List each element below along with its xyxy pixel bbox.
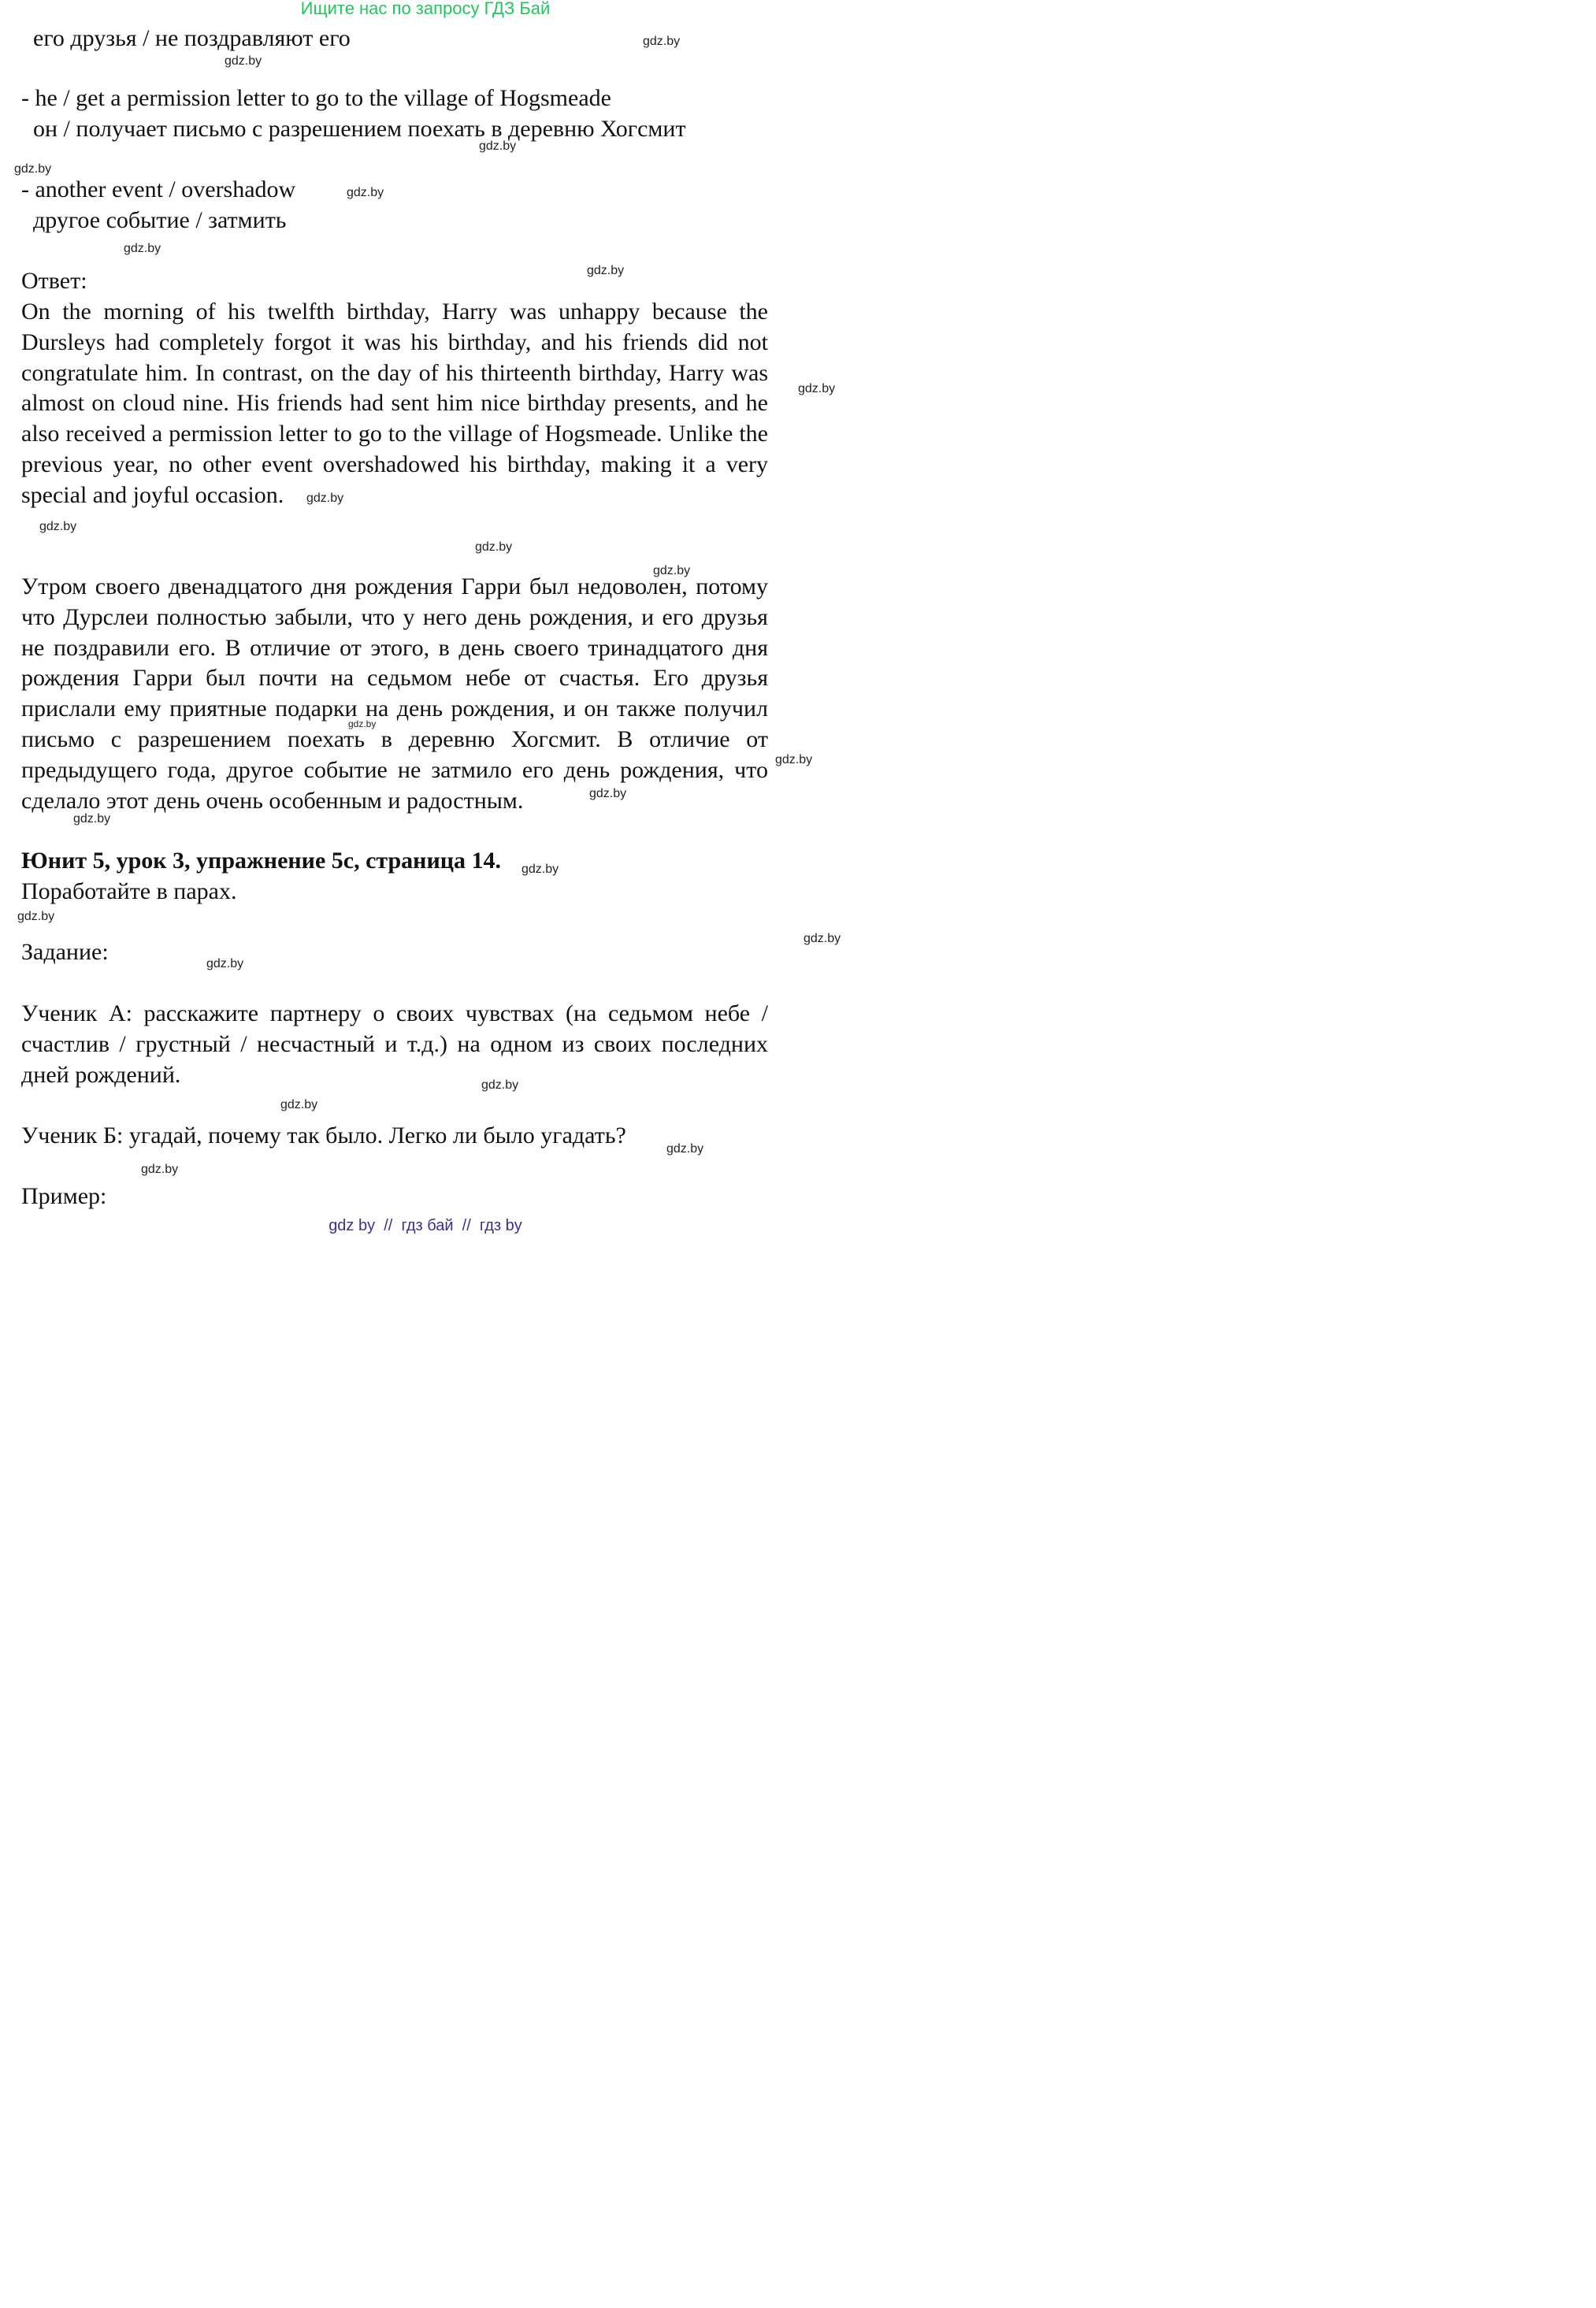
watermark: gdz.by [481,1078,519,1092]
watermark: gdz.by [73,812,111,826]
watermark: gdz.by [653,564,691,577]
student-b-task: Ученик Б: угадай, почему так было. Легко ли было угадать? [21,1122,626,1148]
student-a-task: Ученик А: расскажите партнеру о своих чувствах (на седьмом небе / счастлив / грустный / несчастный и т.д.) на одном из своих последних дней рождений. [21,1000,768,1088]
answer-label: Ответ: [21,268,87,294]
vocab-ru-1: его друзья / не поздравляют его [33,25,351,51]
watermark: gdz.by [775,753,813,766]
exercise-heading: Юнит 5, урок 3, упражнение 5c, страница 14. [21,848,502,874]
watermark: gdz.by [141,1163,179,1176]
answer-english: On the morning of his twelfth birthday, Harry was unhappy because the Dursleys had completely forgot it was his birthday, and his friends did not congratulate him. In contrast, on the day of his thirteenth birthday, Harry was almost on cloud nine. His friends had sent him nice birthday presents, and he also received a permission letter to go to the village of Hogsmeade. Unlike the previous year, no other event overshadowed his birthday, making it a very special and joyful occasion. [21,299,768,508]
watermark: gdz.by [306,492,344,505]
watermark: gdz.by [17,910,55,923]
top-banner: Ищите нас по запросу ГДЗ Бай [300,0,551,18]
vocab-ru-3: другое событие / затмить [33,207,287,233]
watermark: gdz.by [348,718,377,729]
answer-russian: Утром своего двенадцатого дня рождения Гарри был недоволен, потому что Дурслеи полностью забыли, что у него день рождения, и его друзья не поздравили его. В отличие от этого, в день своего тринадцатого дня рождения Гарри был почти на седьмом небе от счастья. Его друзья прислали ему приятные подарки на день рождения, и он также получил письмо с разрешением поехать в деревню Хогсмит. В отличие от предыдущего года, другое событие не затмило его день рождения, что сделало этот день очень особенным и радостным. [21,573,768,814]
watermark: gdz.by [521,863,559,876]
watermark: gdz.by [206,957,244,970]
watermark: gdz.by [643,35,681,48]
task-label: Задание: [21,939,109,965]
watermark: gdz.by [804,932,841,945]
watermark: gdz.by [124,242,161,255]
watermark: gdz.by [479,139,517,153]
vocab-ru-2: он / получает письмо с разрешением поехать в деревню Хогсмит [33,116,686,142]
watermark: gdz.by [39,520,77,533]
watermark: gdz.by [587,264,625,277]
watermark: gdz.by [280,1098,318,1111]
watermark: gdz.by [589,787,627,800]
example-label: Пример: [21,1183,107,1209]
vocab-en-3: - another event / overshadow [21,176,296,202]
watermark: gdz.by [475,540,513,554]
exercise-instruction: Поработайте в парах. [21,878,237,904]
watermark: gdz.by [225,54,262,68]
watermark: gdz.by [798,382,836,395]
vocab-en-2: - he / get a permission letter to go to the village of Hogsmeade [21,85,611,111]
watermark: gdz.by [666,1142,704,1156]
watermark: gdz.by [14,162,52,176]
watermark: gdz.by [347,186,384,199]
footer-links: gdz by // гдз бай // гдз by [328,1217,522,1234]
